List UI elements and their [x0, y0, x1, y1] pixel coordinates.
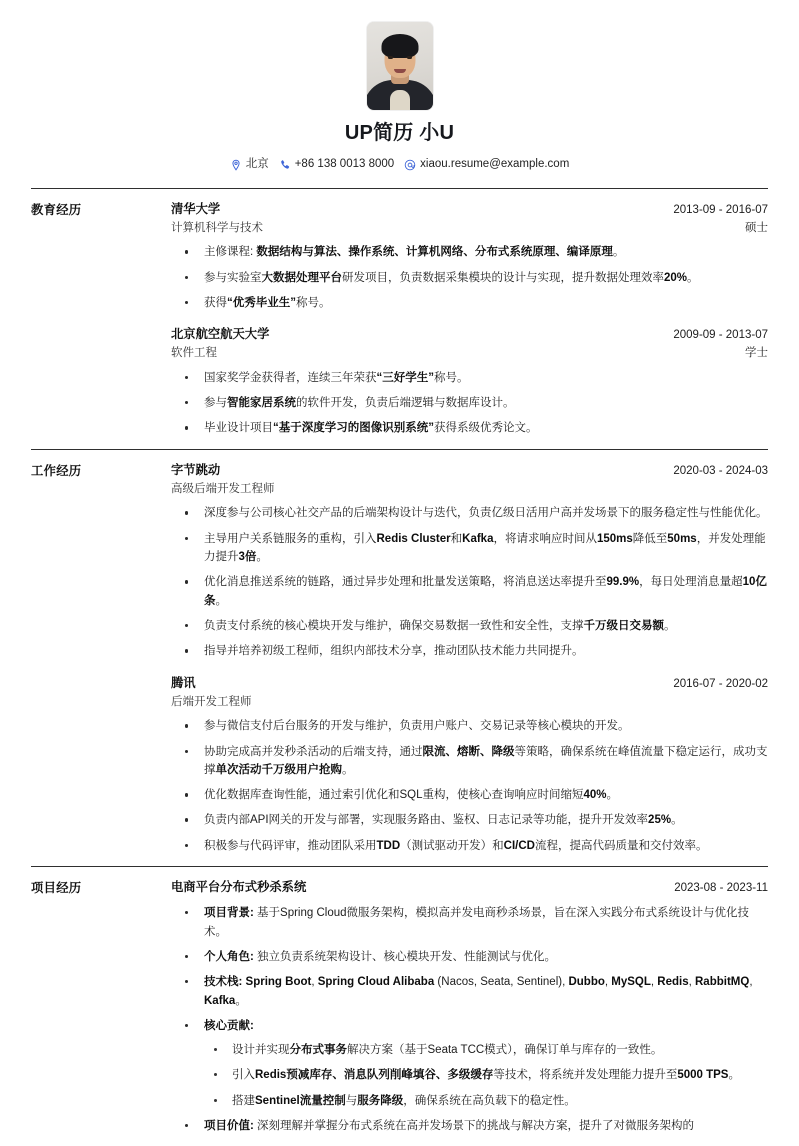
bullet-item: 参与实验室大数据处理平台研发项目，负责数据采集模块的设计与实现，提升数据处理效率20%。 — [171, 269, 768, 288]
entry-meta: 学士 — [745, 347, 768, 360]
entry — [171, 200, 768, 313]
portrait-photo — [367, 22, 433, 110]
entry — [171, 878, 768, 1135]
contact-phone — [279, 156, 394, 174]
bullet-item: 参与微信支付后台服务的开发与维护，负责用户账户、交易记录等核心模块的开发。 — [171, 717, 768, 736]
bullet-item: 积极参与代码评审，推动团队采用TDD（测试驱动开发）和CI/CD流程，提高代码质量和交付效率。 — [171, 837, 768, 856]
contact-location-text: 北京 — [245, 158, 269, 170]
entry-title: 北京航空航天大学 — [171, 327, 270, 342]
section-body — [171, 461, 768, 855]
bullet-item: 毕业设计项目“基于深度学习的图像识别系统”获得系级优秀论文。 — [171, 419, 768, 438]
bullet-item: 深度参与公司核心社交产品的后端架构设计与迭代，负责亿级日活用户高并发场景下的服务稳定性与性能优化。 — [171, 504, 768, 523]
bullet-item: 主导用户关系链服务的重构，引入Redis Cluster和Kafka，将请求响应时间从150ms降低至50ms，并发处理能力提升3倍。 — [171, 530, 768, 567]
phone-icon — [279, 159, 291, 171]
bullet-item: 项目价值: 深刻理解并掌握分布式系统在高并发场景下的挑战与解决方案，提升了对微服务架构的 — [171, 1117, 768, 1136]
section-1 — [31, 449, 768, 866]
entry-title: 腾讯 — [171, 675, 196, 690]
bullet-item: 指导并培养初级工程师，组织内部技术分享，推动团队技术能力共同提升。 — [171, 642, 768, 661]
entry-title-row — [171, 674, 768, 694]
bullet-item-group: 核心贡献: 设计并实现分布式事务解决方案（基于Seata TCC模式），确保订单与库存的一致性。 引入Redis预减库存、消息队列削峰填谷、多级缓存等技术，将系统并发处理能力提升至5000 TPS。 搭建Sentinel流量控制与服务降级，确保系统在高负载下的稳定性。 — [171, 1017, 768, 1111]
entry-title-row — [171, 461, 768, 481]
entry-title-row — [171, 200, 768, 220]
entry-subtitle-row — [171, 481, 768, 499]
entry-subtitle-row — [171, 220, 768, 238]
bullet-item: 负责内部API网关的开发与部署，实现服务路由、鉴权、日志记录等功能，提升开发效率25%。 — [171, 811, 768, 830]
sub-bullet-item: 搭建Sentinel流量控制与服务降级，确保系统在高负载下的稳定性。 — [204, 1092, 768, 1111]
entry-title: 清华大学 — [171, 201, 221, 216]
entry-meta: 硕士 — [745, 221, 768, 234]
resume-header — [31, 22, 768, 188]
contact-email — [404, 156, 569, 174]
contact-phone-text: +86 138 0013 8000 — [294, 158, 395, 170]
email-icon — [404, 159, 416, 171]
bullet-item: 项目背景: 基于Spring Cloud微服务架构，模拟高并发电商秒杀场景，旨在深入实践分布式系统设计与优化技术。 — [171, 904, 768, 941]
entry-title-row — [171, 325, 768, 345]
contact-row — [31, 156, 768, 174]
section-0 — [31, 188, 768, 449]
sub-bullet-item: 引入Redis预减库存、消息队列削峰填谷、多级缓存等技术，将系统并发处理能力提升至5000 TPS。 — [204, 1066, 768, 1085]
entry-subtitle: 软件工程 — [171, 347, 217, 360]
location-icon — [230, 159, 242, 171]
bullet-item: 获得“优秀毕业生”称号。 — [171, 294, 768, 313]
entry-title: 电商平台分布式秒杀系统 — [171, 880, 307, 895]
section-label: 工作经历 — [31, 463, 82, 478]
bullet-item: 技术栈: Spring Boot, Spring Cloud Alibaba (Nacos, Seata, Sentinel), Dubbo, MySQL, Redis, RabbitMQ, Kafka。 — [171, 973, 768, 1010]
entry-title: 字节跳动 — [171, 462, 221, 477]
bullet-list — [171, 243, 768, 312]
section-body — [171, 878, 768, 1135]
entry-subtitle-row — [171, 694, 768, 712]
entry — [171, 325, 768, 438]
resume-sections — [31, 188, 768, 1146]
bullet-item: 个人角色: 独立负责系统架构设计、核心模块开发、性能测试与优化。 — [171, 948, 768, 967]
sub-bullet-item: 设计并实现分布式事务解决方案（基于Seata TCC模式），确保订单与库存的一致性。 — [204, 1041, 768, 1060]
entry — [171, 461, 768, 661]
entry-date: 2009-09 - 2013-07 — [673, 329, 768, 342]
bullet-item: 国家奖学金获得者，连续三年荣获“三好学生”称号。 — [171, 369, 768, 388]
bullet-item: 优化消息推送系统的链路，通过异步处理和批量发送策略，将消息送达率提升至99.9%，每日处理消息量超10亿条。 — [171, 573, 768, 610]
bullet-item: 协助完成高并发秒杀活动的后端支持，通过限流、熔断、降级等策略，确保系统在峰值流量下稳定运行，成功支撑单次活动千万级用户抢购。 — [171, 743, 768, 780]
contact-email-text: xiaou.resume@example.com — [420, 158, 570, 170]
candidate-name: UP简历 小U — [344, 122, 455, 144]
bullet-list — [171, 717, 768, 855]
bullet-list — [171, 504, 768, 660]
bullet-item: 负责支付系统的核心模块开发与维护，确保交易数据一致性和安全性，支撑千万级日交易额。 — [171, 617, 768, 636]
contact-location — [230, 156, 269, 174]
entry-subtitle: 高级后端开发工程师 — [171, 482, 275, 495]
bullet-item: 参与智能家居系统的软件开发，负责后端逻辑与数据库设计。 — [171, 394, 768, 413]
entry — [171, 674, 768, 855]
bullet-item: 主修课程: 数据结构与算法、操作系统、计算机网络、分布式系统原理、编译原理。 — [171, 243, 768, 262]
entry-date: 2016-07 - 2020-02 — [673, 677, 768, 690]
entry-title-row — [171, 878, 768, 898]
bullet-item: 优化数据库查询性能，通过索引优化和SQL重构，使核心查询响应时间缩短40%。 — [171, 786, 768, 805]
section-label: 项目经历 — [31, 881, 82, 896]
bullet-list — [171, 904, 768, 1135]
section-body — [171, 200, 768, 438]
entry-subtitle: 后端开发工程师 — [171, 695, 252, 708]
entry-date: 2013-09 - 2016-07 — [673, 203, 768, 216]
sub-bullet-list — [204, 1041, 768, 1110]
bullet-list — [171, 369, 768, 438]
photo-wrapper — [31, 22, 768, 110]
section-label: 教育经历 — [31, 202, 82, 217]
entry-subtitle-row — [171, 345, 768, 363]
entry-date: 2023-08 - 2023-11 — [674, 882, 768, 895]
entry-subtitle: 计算机科学与技术 — [171, 221, 263, 234]
entry-date: 2020-03 - 2024-03 — [673, 464, 768, 477]
section-2 — [31, 866, 768, 1146]
